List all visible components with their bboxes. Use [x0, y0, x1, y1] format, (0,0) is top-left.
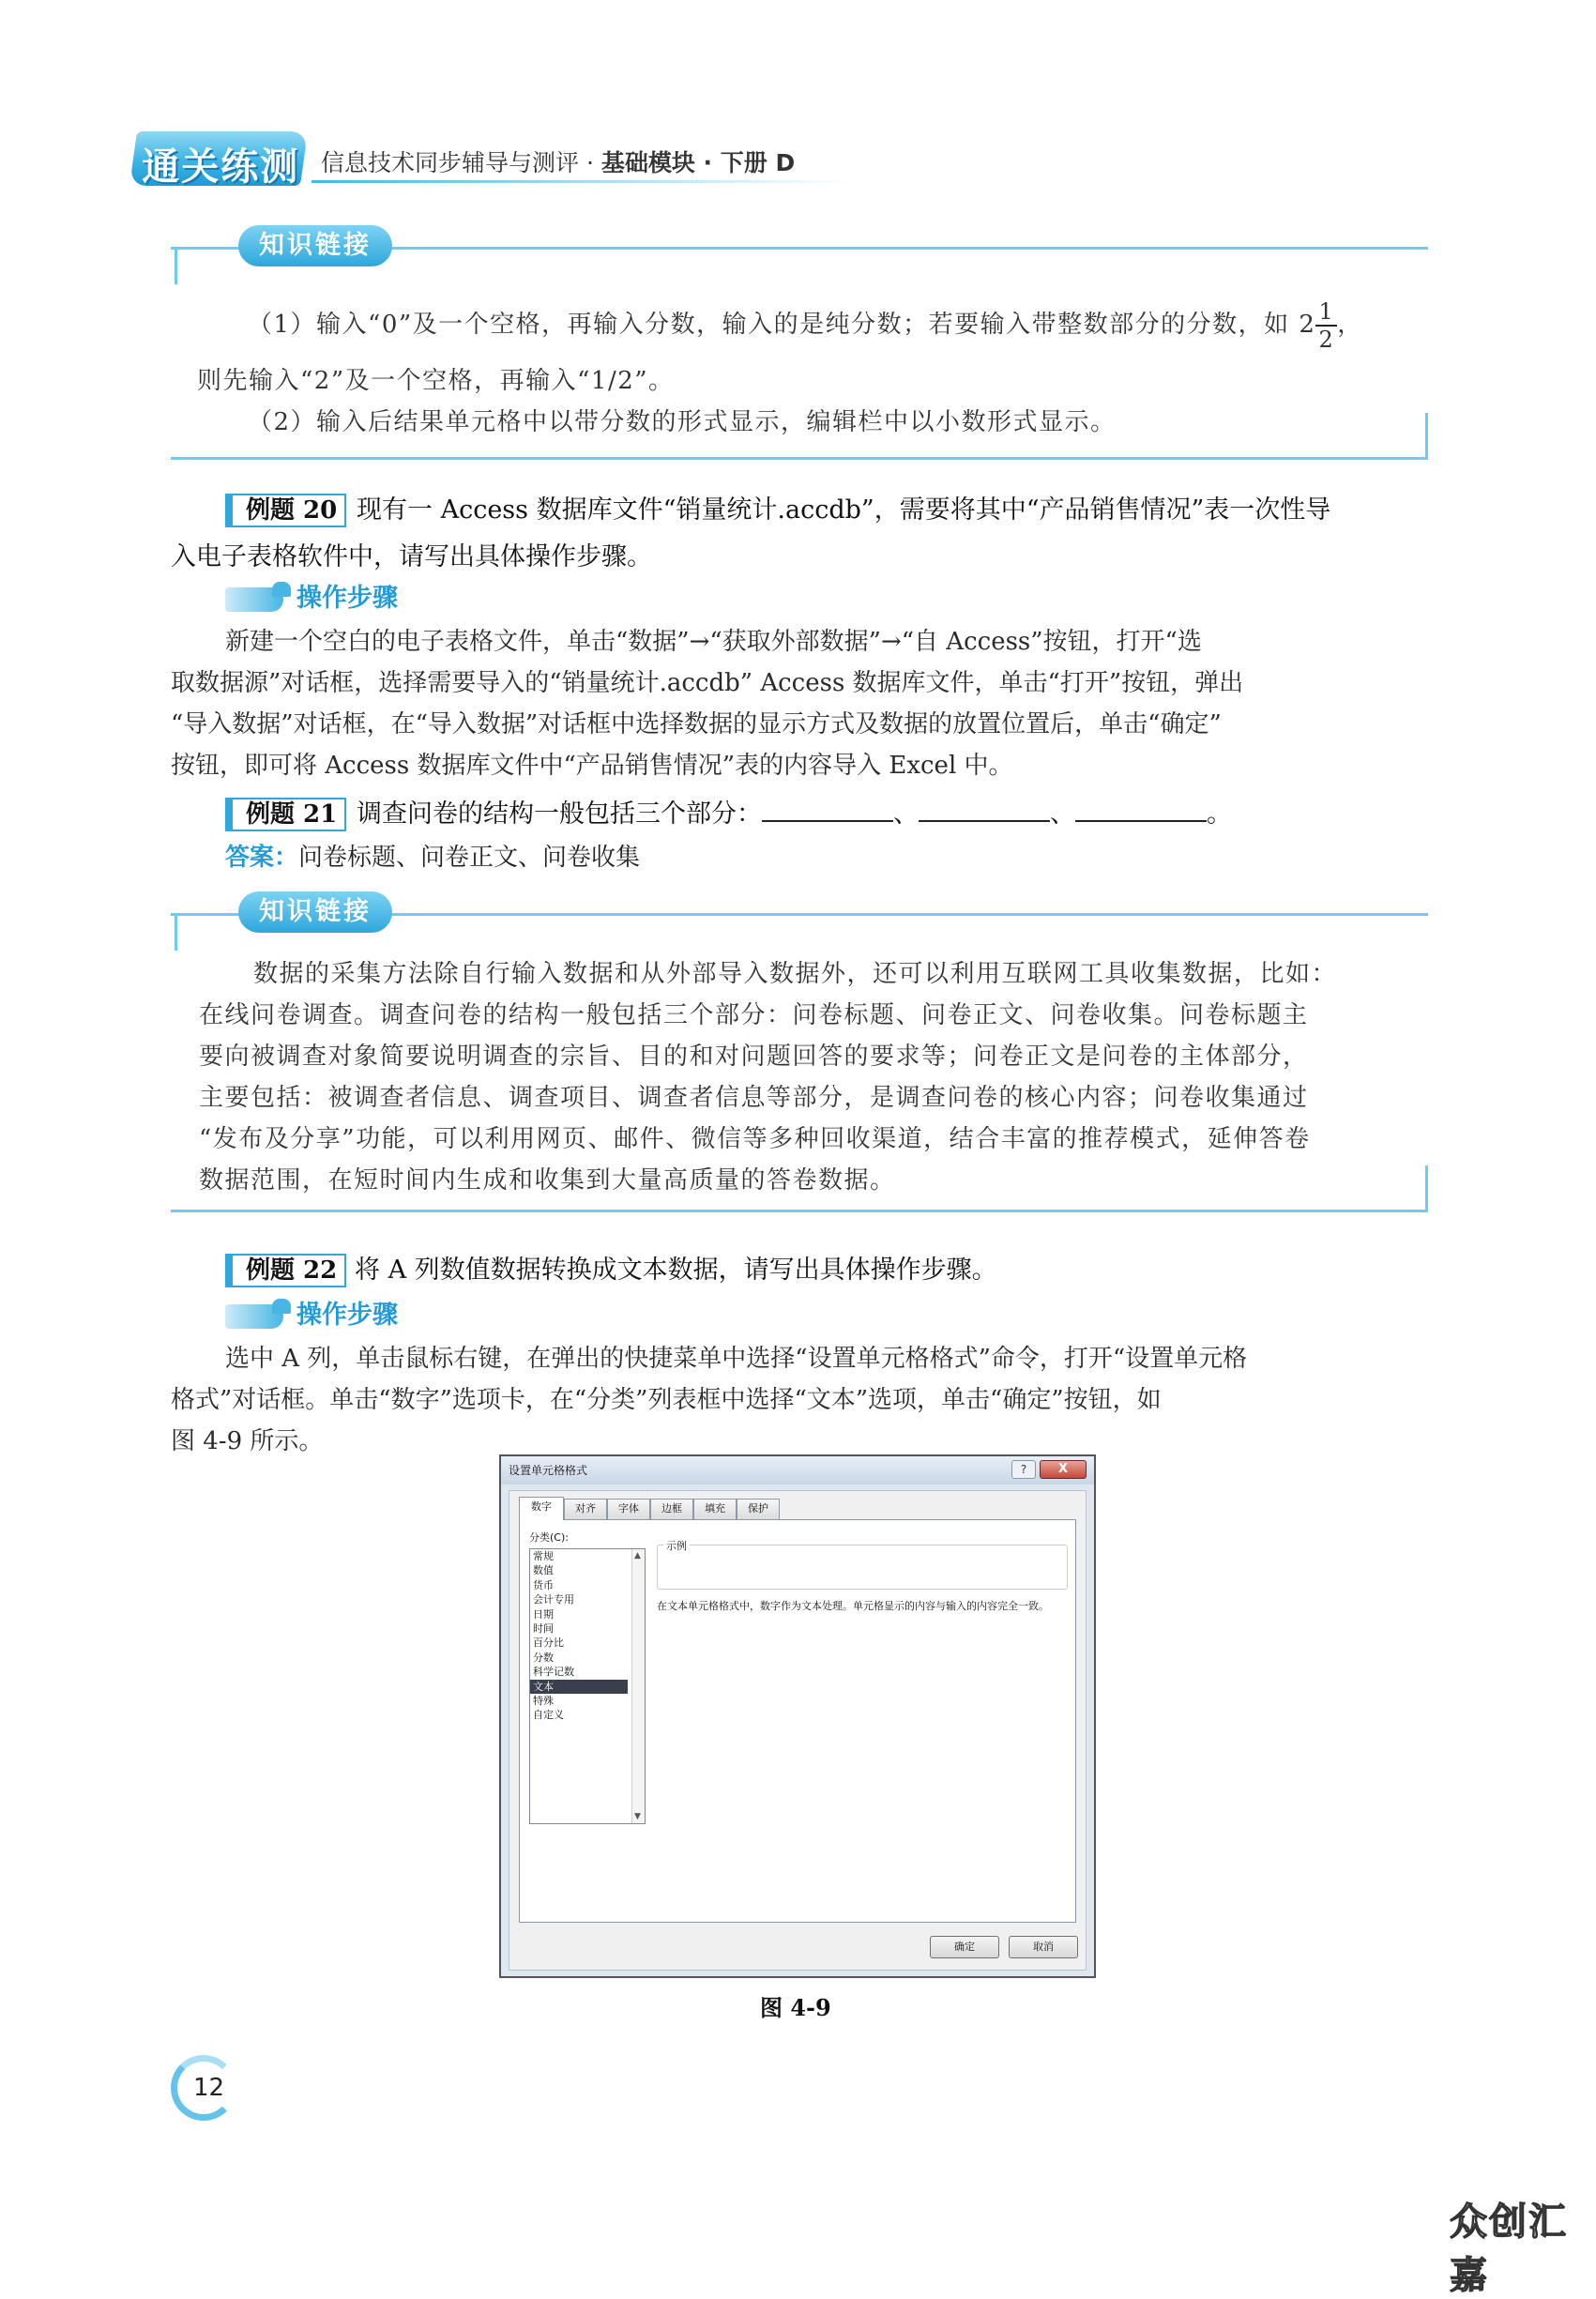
- tab-alignment[interactable]: 对齐: [564, 1499, 607, 1519]
- answer-blank-1: [762, 798, 893, 822]
- category-item[interactable]: 分数: [533, 1651, 554, 1664]
- help-button[interactable]: ?: [1011, 1460, 1036, 1479]
- steps-label: 操作步骤: [296, 584, 398, 613]
- dialog-body: [509, 1490, 1087, 1971]
- frame-right: [1425, 1165, 1428, 1212]
- sample-label: 示例: [663, 1538, 690, 1553]
- example-21-label: 例题 21: [225, 798, 346, 831]
- example-20-step-line3: “导入数据”对话框，在“导入数据”对话框中选择数据的显示方式及数据的放置位置后，单击“确定”: [171, 710, 1222, 738]
- dialog-titlebar: [501, 1456, 1094, 1484]
- answer-label: 答案：: [225, 844, 299, 872]
- example-20-steps-heading: [225, 580, 469, 617]
- category-item[interactable]: 数值: [533, 1564, 554, 1577]
- category-item[interactable]: 时间: [533, 1621, 554, 1635]
- knowledge2-line2: 在线问卷调查。调查问卷的结构一般包括三个部分：问卷标题、问卷正文、问卷收集。问卷标题主: [199, 1001, 1309, 1029]
- frame-bottom: [171, 457, 1428, 460]
- scroll-up-icon[interactable]: ▲: [634, 1551, 641, 1561]
- knowledge2-line1: 数据的采集方法除自行输入数据和从外部导入数据外，还可以利用互联网工具收集数据，比如：: [253, 960, 1338, 988]
- frame-right: [1425, 413, 1428, 460]
- knowledge1-para1-end: ，: [1337, 311, 1363, 339]
- example-20-question-line1: 现有一 Access 数据库文件“销量统计.accdb”，需要将其中“产品销售情况”表一次性导: [357, 495, 1331, 525]
- example-20-step-line4: 按钮，即可将 Access 数据库文件中“产品销售情况”表的内容导入 Excel 中。: [171, 752, 1013, 780]
- category-item[interactable]: 货币: [533, 1578, 554, 1591]
- answer-blank-2: [919, 798, 1050, 822]
- example-22-steps-heading: [225, 1297, 469, 1334]
- steps-label: 操作步骤: [296, 1301, 398, 1330]
- separator: 、: [1050, 799, 1075, 829]
- running-header: [133, 131, 856, 188]
- watermark: 众创汇嘉: [1450, 2200, 1568, 2297]
- knowledge-badge: 知识链接: [238, 225, 392, 266]
- example-20-step-line2: 取数据源”对话框，选择需要导入的“销量统计.accdb” Access 数据库文件，单击“打开”按钮，弹出: [171, 669, 1244, 697]
- book-title-module: 基础模块 · 下册 D: [600, 149, 796, 176]
- tab-fill[interactable]: 填充: [693, 1499, 737, 1519]
- answer-blank-3: [1075, 798, 1207, 822]
- cancel-button[interactable]: 取消: [1009, 1936, 1078, 1958]
- page-number: 12: [193, 2074, 225, 2102]
- example-22-label: 例题 22: [225, 1254, 346, 1287]
- knowledge2-line5: “发布及分享”功能，可以利用网页、邮件、微信等多种回收渠道，结合丰富的推荐模式，延伸答卷: [199, 1125, 1311, 1153]
- category-item[interactable]: 自定义: [533, 1709, 564, 1722]
- knowledge2-line4: 主要包括：被调查者信息、调查项目、调查者信息等部分，是调查问卷的核心内容；问卷收集通过: [199, 1084, 1309, 1112]
- pointing-hand-icon: [225, 587, 283, 612]
- example-22-step-line3: 图 4-9 所示。: [171, 1427, 324, 1455]
- scroll-down-icon[interactable]: ▼: [634, 1812, 641, 1821]
- close-button[interactable]: X: [1040, 1460, 1087, 1479]
- knowledge2-line6: 数据范围，在短时间内生成和收集到大量高质量的答卷数据。: [199, 1166, 896, 1195]
- category-item-selected[interactable]: 文本: [530, 1680, 628, 1694]
- example-21-question-text: 调查问卷的结构一般包括三个部分：: [357, 799, 762, 829]
- knowledge1-para1-line1: [248, 298, 1363, 353]
- figure-caption: 图 4-9: [760, 1994, 831, 2021]
- frame-left: [175, 247, 177, 284]
- header-rule: [312, 180, 856, 183]
- separator: 、: [893, 799, 919, 829]
- knowledge2-line3: 要向被调查对象简要说明调查的宗旨、目的和对问题回答的要求等；问卷正文是问卷的主体部分，: [199, 1043, 1309, 1071]
- book-title: [321, 145, 795, 178]
- book-title-main: 信息技术同步辅导与测评 ·: [321, 149, 601, 176]
- knowledge1-para1-text: （1）输入“0”及一个空格，再输入分数，输入的是纯分数；若要输入带整数部分的分数，如 2: [248, 311, 1316, 339]
- sample-group: [657, 1540, 1068, 1590]
- category-item[interactable]: 常规: [533, 1550, 554, 1562]
- knowledge1-para1-line2: 则先输入“2”及一个空格，再输入“1/2”。: [197, 367, 675, 395]
- answer-text: 问卷标题、问卷正文、问卷收集: [298, 844, 641, 872]
- dialog-title: 设置单元格格式: [509, 1464, 588, 1477]
- category-item[interactable]: 会计专用: [533, 1593, 574, 1606]
- page-number-badge: [171, 2055, 236, 2121]
- category-list[interactable]: [529, 1548, 646, 1824]
- category-item[interactable]: 特殊: [533, 1694, 554, 1707]
- example-22-step-line2: 格式”对话框。单击“数字”选项卡，在“分类”列表框中选择“文本”选项，单击“确定”按钮，如: [171, 1386, 1162, 1414]
- pointing-hand-icon: [225, 1304, 283, 1329]
- series-logo: [129, 131, 308, 189]
- example-21-answer: [225, 839, 640, 876]
- period: 。: [1207, 799, 1232, 829]
- category-item[interactable]: 日期: [533, 1607, 554, 1621]
- tab-font[interactable]: 字体: [607, 1499, 650, 1519]
- format-cells-dialog: [499, 1454, 1096, 1978]
- category-item[interactable]: 百分比: [533, 1637, 564, 1650]
- example-22-step-line1: 选中 A 列，单击鼠标右键，在弹出的快捷菜单中选择“设置单元格格式”命令，打开“设置单元格: [225, 1345, 1248, 1373]
- example-22-question: 将 A 列数值数据转换成文本数据，请写出具体操作步骤。: [355, 1256, 997, 1285]
- series-logo-text: 通关练测: [142, 145, 300, 189]
- knowledge1-para2: （2）输入后结果单元格中以带分数的形式显示，编辑栏中以小数形式显示。: [248, 408, 1117, 436]
- fraction-one-half: [1315, 298, 1337, 353]
- example-20-question-line2: 入电子表格软件中，请写出具体操作步骤。: [171, 542, 652, 571]
- tab-protection[interactable]: 保护: [737, 1499, 780, 1519]
- fraction-denominator: 2: [1318, 327, 1335, 353]
- category-label: 分类(C):: [529, 1531, 569, 1544]
- frame-left: [175, 913, 177, 951]
- frame-bottom: [171, 1210, 1428, 1212]
- category-description: 在文本单元格格式中，数字作为文本处理。单元格显示的内容与输入的内容完全一致。: [657, 1600, 1049, 1612]
- tab-number[interactable]: 数字: [519, 1497, 564, 1520]
- example-21-question: [357, 794, 1232, 835]
- example-20-label: 例题 20: [225, 494, 346, 527]
- ok-button[interactable]: 确定: [930, 1936, 999, 1958]
- fraction-numerator: 1: [1315, 298, 1337, 327]
- example-20-step-line1: 新建一个空白的电子表格文件，单击“数据”→“获取外部数据”→“自 Access”按钮，打开“选: [225, 628, 1202, 656]
- number-tab-panel: [519, 1519, 1076, 1923]
- category-scrollbar[interactable]: [631, 1549, 645, 1823]
- tab-border[interactable]: 边框: [650, 1499, 693, 1519]
- knowledge-badge: 知识链接: [238, 891, 392, 933]
- category-item[interactable]: 科学记数: [533, 1666, 574, 1679]
